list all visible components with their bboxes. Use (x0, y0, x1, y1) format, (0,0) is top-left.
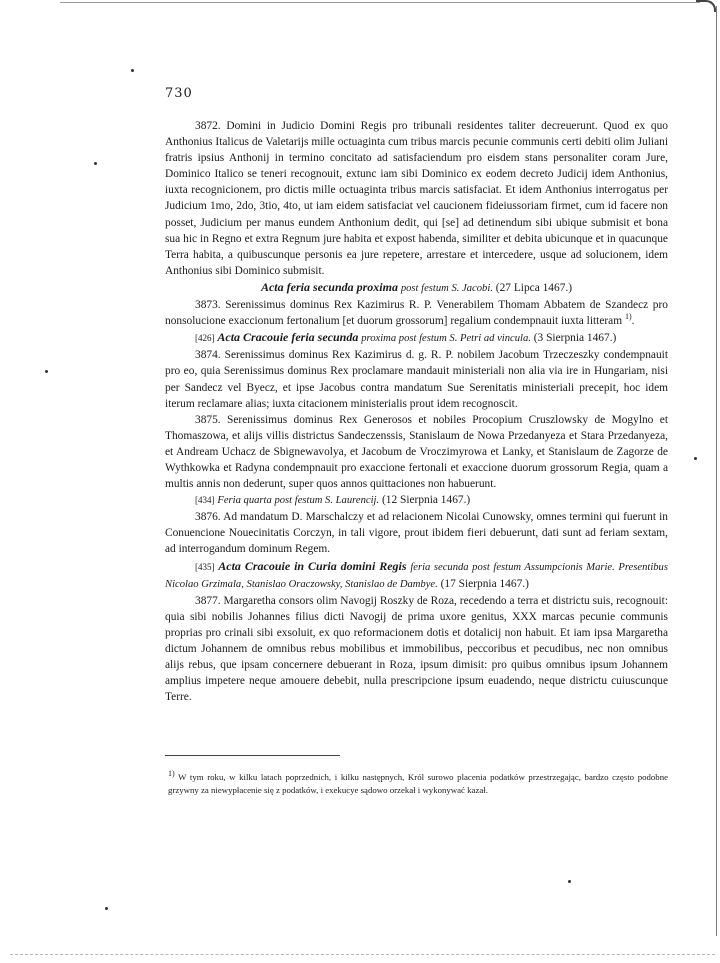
session-heading (165, 492, 668, 509)
entry-3873 (165, 297, 668, 329)
scan-speck (45, 370, 48, 373)
scan-speck (694, 457, 697, 460)
heading-date: (3 Sierpnia 1467.) (533, 332, 617, 345)
scan-speck (568, 880, 571, 883)
document-body (165, 118, 668, 705)
session-heading (165, 279, 668, 297)
page-bottom-edge (10, 954, 715, 955)
footnote-reference: 1) (624, 312, 632, 322)
heading-feast: feria secunda post festum Assumpcionis Marie. Presentibus Nicolao Grzimala, Stanislao Oraczowsky, Stanislao de Dambye. (165, 561, 668, 590)
heading-feast: post festum S. Jacobi. (400, 282, 493, 294)
heading-title: Acta Cracouie feria secunda (217, 330, 359, 345)
scan-speck (105, 907, 108, 910)
entry-3872: 3872. Domini in Judicio Domini Regis pro tribunali residentes taliter decreuerunt. Quod ex quo Anthonius Italicus de Valetarijs mille octuaginta cum tribus marcis pecunie communis certi debiti olim Juliani fratris ipsius Anthonij in termino concitato ad satisfaciendum pro eisdem stans personaliter coram Jure, Dominico Italico se teneri recognouit, extunc iam sibi Dominico ex eodem decreto Judicij idem Anthonius, iuxta recognicionem, pro dictis mille octuaginta tribus marcis satisfaciat. Et idem Anthonius interrogatus per Judicium 1mo, 2do, 3tio, 4to, ut iam eidem satisfaciat vel caucionem fideiussoriam firmet, cum id facere non posset, Judicium per manus eundem Anthonium dedit, qui [se] ad detinendum sibi ubique submisit et bona sua hic in Regno et extra Regnum jure habita et expost habenda, similiter et debita ubicunque et in quacunque Terra habita, a quibuscunque personis ea jure repetere, arrestare et intercedere, usque ad solucionem, idem Anthonius sibi Dominico submisit. (165, 120, 668, 277)
entry-3876: 3876. Ad mandatum D. Marschalczy et ad relacionem Nicolai Cunowsky, omnes termini qui fuerunt in Conuencione Nouecinitatis Corczyn, in tali vigore, prout ibidem fieri debuerunt, dati sunt ad feriam sextam, ad interrogandum dominum Regem. (165, 511, 668, 556)
page-top-edge (60, 2, 700, 3)
folio-reference: [435] (195, 561, 215, 572)
entry-tail: . (631, 315, 635, 328)
heading-date: (12 Sierpnia 1467.) (381, 494, 471, 507)
entry-3874: 3874. Serenissimus dominus Rex Kazimirus d. g. R. P. nobilem Jacobum Trzeczeszky condempnauit pro eo, quia Serenissimus dominus Rex proclamare mandauit ministeriali non alia via ire in Hungariam, nisi per Sandecz vel Byecz, et ipse Jacobus contra mandatum Sue Serenitatis ministeriali precepit, hoc idem iterum reclamare alias; iuxta citacionem ministerialis prout idem recognoscit. (165, 349, 668, 410)
entry-3877: 3877. Margaretha consors olim Navogij Roszky de Roza, recedendo a terra et districtu suis, recognouit: quia sibi nobilis Johannes filius dicti Navogij de prima uxore genitus, XXX marcas pecunie communis proprias pro crinali sibi exsoluit, ex quo reformacionem dotis et dotalicij non habuit. Et iam ipsa Margaretha dictum Johannem de omnibus rebus mobilibus et immobilibus, peccoribus et pecudibus, nec non omnibus alijs rebus, que ipsam concernere debuerant in Roza, ipsum dimisit: pro quibus omnibus ipsum Johannem amplius impetere neque amouere debebit, nulla prescripcione ipsum euadendo, neque districtu cuiuscunque Terre. (165, 594, 668, 704)
footnote (168, 771, 668, 797)
heading-date: (17 Sierpnia 1467.) (440, 577, 529, 590)
heading-date: (27 Lipca 1467.) (495, 281, 573, 294)
heading-title: Feria quarta post festum S. Laurencij. (217, 495, 380, 507)
page-corner-curl (696, 0, 716, 12)
page-right-edge (716, 6, 717, 936)
folio-reference: [434] (195, 495, 215, 506)
entry-3875: 3875. Serenissimus dominus Rex Generosos et nobiles Procopium Cruszlowsky de Mogylno et Thomaszowa, et alijs villis districtus Sandeczenssis, Stanislaum de Nowa Przedanyeza et Stara Przedanyeza, et Andream Uchacz de Sbignewavolya, et Jacobum de Vroczimyrowa et Lanky, et Stanislaum de Zagorze de Wythkowka et Radyna condempnauit pro exaccione fertonali et exaccione duorum grossorum Regia, quam a multis annis non dederunt, super quos annos quittaciones non habuerunt. (165, 413, 668, 491)
heading-title: Acta Cracouie in Curia domini Regis (218, 558, 407, 573)
heading-title: Acta feria secunda proxima (260, 279, 398, 294)
session-heading (165, 329, 668, 347)
entry-text: 3873. Serenissimus dominus Rex Kazimirus R. P. Venerabilem Thomam Abbatem de Szandecz pro nonsolucione exaccionum fertonalium [et duorum grossorum] regalium condempnauit iuxta litteram (165, 299, 668, 328)
scan-speck (94, 162, 97, 165)
footnote-text: W tym roku, w kilku latach poprzednich, i kilku następnych, Król surowo placenia podatków przestrzegając, bardzo często podobne grzywny za niewypłacenie się z podatków, i exekucye sądowo orzekał i wykonywać kazał. (168, 772, 668, 795)
footnote-mark: 1) (168, 769, 175, 779)
page-number: 730 (165, 86, 193, 101)
footnote-divider (165, 755, 340, 756)
session-heading (165, 558, 668, 593)
scan-speck (131, 69, 134, 72)
heading-feast: proxima post festum S. Petri ad vincula. (361, 333, 531, 345)
folio-reference: [426] (195, 333, 215, 344)
